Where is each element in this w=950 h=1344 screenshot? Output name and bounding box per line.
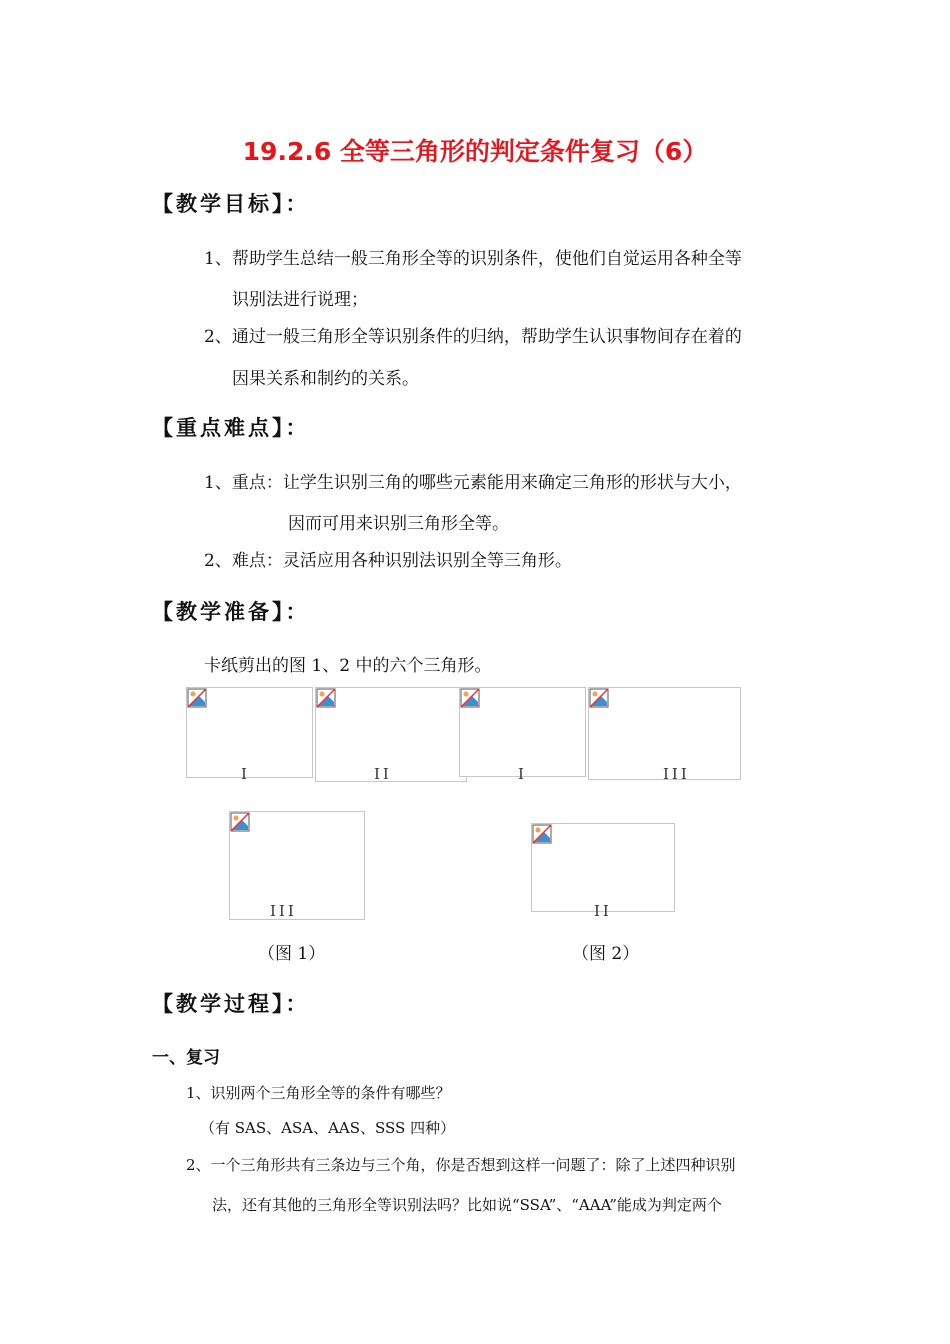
section-heading-process: 【教学过程】： [152,991,310,1016]
figure-image-1 [186,687,313,783]
triangle-label: II [594,902,612,920]
triangle-label: I [518,765,527,783]
review-heading: 一、复习 [152,1048,220,1068]
objective-1-line-2: 识别法进行说理； [232,290,368,310]
broken-image-icon [316,688,336,708]
section-heading-key-points: 【重点难点】： [152,415,310,440]
key-point-1-line-2: 因而可用来识别三角形全等。 [288,514,509,534]
triangle-label: III [270,902,297,920]
figure-caption-1: （图 1） [258,944,326,964]
triangle-label: II [374,765,392,783]
review-question-2-line-1: 2、一个三角形共有三条边与三个角，你是否想到这样一问题了：除了上述四种识别 [186,1156,736,1174]
page-title: 19.2.6 全等三角形的判定条件复习（6） [242,137,708,166]
section-heading-objectives: 【教学目标】： [152,191,310,216]
triangle-label: III [663,765,690,783]
key-point-2: 2、难点：灵活应用各种识别法识别全等三角形。 [204,551,572,571]
figure-image-6 [531,823,675,920]
review-question-1: 1、识别两个三角形全等的条件有哪些？ [186,1084,451,1102]
figure-image-2 [315,687,467,782]
key-point-1-line-1: 1、重点：让学生识别三角的哪些元素能用来确定三角形的形状与大小， [204,473,742,493]
section-heading-preparation: 【教学准备】： [152,599,310,624]
broken-image-icon [460,688,480,708]
objective-1-line-1: 1、帮助学生总结一般三角形全等的识别条件，使他们自觉运用各种全等 [204,249,742,269]
triangle-label: I [241,765,250,783]
figure-image-3 [459,687,586,783]
broken-image-icon [589,688,609,708]
figure-image-5 [229,811,365,920]
objective-2-line-1: 2、通过一般三角形全等识别条件的归纳，帮助学生认识事物间存在着的 [204,327,742,347]
figure-image-4 [588,687,741,783]
broken-image-icon [532,824,552,844]
review-answer-1: （有 SAS、ASA、AAS、SSS 四种） [200,1119,456,1137]
review-question-2-line-2: 法，还有其他的三角形全等识别法吗？比如说“SSA”、“AAA”能成为判定两个 [212,1196,722,1214]
figure-caption-2: （图 2） [572,944,640,964]
preparation-text: 卡纸剪出的图 1、2 中的六个三角形。 [204,656,492,676]
broken-image-icon [187,688,207,708]
objective-2-line-2: 因果关系和制约的关系。 [232,369,419,389]
broken-image-icon [230,812,250,832]
